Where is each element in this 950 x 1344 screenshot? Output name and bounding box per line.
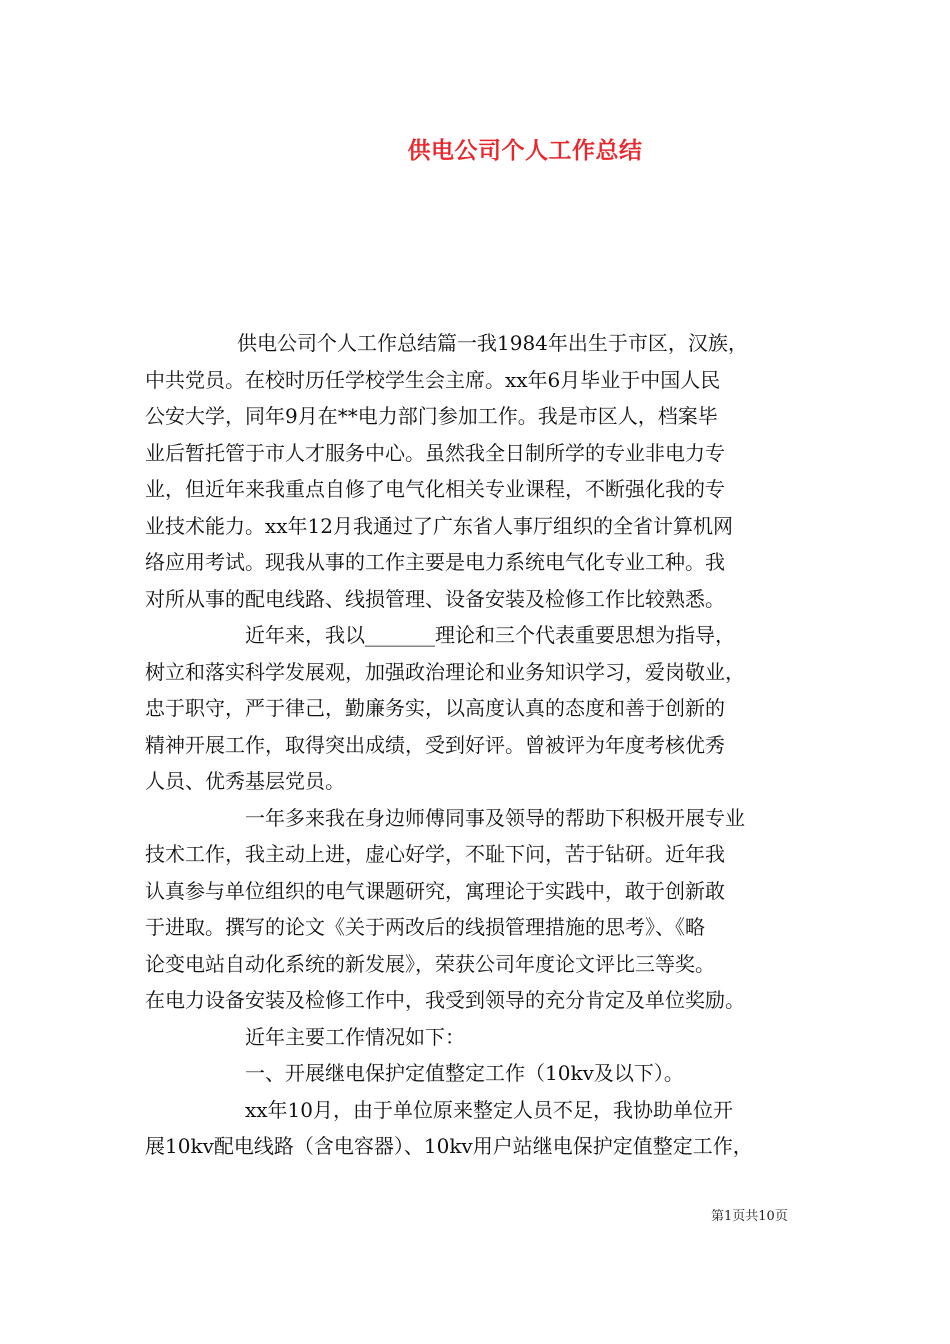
body-line: 中共党员。在校时历任学校学生会主席。xx年6月毕业于中国人民	[145, 367, 721, 392]
body-line: 业后暂托管于市人才服务中心。虽然我全日制所学的专业非电力专	[145, 440, 725, 465]
body-line: 展10kv配电线路（含电容器）、10kv用户站继电保护定值整定工作，	[145, 1134, 753, 1158]
body-line: 精神开展工作，取得突出成绩，受到好评。曾被评为年度考核优秀	[145, 732, 725, 757]
page-number-footer: 第1页共10页	[711, 1209, 788, 1224]
body-line: 业技术能力。xx年12月我通过了广东省人事厅组织的全省计算机网	[145, 513, 734, 538]
body-line: 人员、优秀基层党员。	[145, 769, 345, 793]
body-line: xx年10月，由于单位原来整定人员不足，我协助单位开	[245, 1097, 734, 1122]
body-line: 供电公司个人工作总结篇一我1984年出生于市区，汉族，	[237, 331, 748, 355]
body-line: 络应用考试。现我从事的工作主要是电力系统电气化专业工种。我	[145, 550, 725, 574]
body-line: 于进取。撰写的论文《关于两改后的线损管理措施的思考》、《略	[145, 915, 705, 939]
page-title: 供电公司个人工作总结	[407, 137, 643, 164]
body-line: 公安大学，同年9月在**电力部门参加工作。我是市区人，档案毕	[145, 404, 718, 428]
body-line: 论变电站自动化系统的新发展》，荣获公司年度论文评比三等奖。	[145, 951, 715, 976]
body-line: 树立和落实科学发展观，加强政治理论和业务知识学习，爱岗敬业，	[145, 659, 745, 684]
body-line: 近年主要工作情况如下：	[245, 1024, 465, 1049]
body-line: 一、开展继电保护定值整定工作（10kv及以下）。	[245, 1061, 684, 1085]
body-line: 在电力设备安装及检修工作中，我受到领导的充分肯定及单位奖励。	[145, 988, 745, 1012]
body-line: 近年来，我以_______理论和三个代表重要思想为指导，	[245, 623, 735, 647]
body-line: 认真参与单位组织的电气课题研究，寓理论于实践中，敢于创新敢	[145, 878, 725, 903]
body-line: 一年多来我在身边师傅同事及领导的帮助下积极开展专业	[245, 805, 745, 830]
document-body	[145, 325, 825, 1165]
body-line: 对所从事的配电线路、线损管理、设备安装及检修工作比较熟悉。	[145, 586, 725, 611]
body-line: 忠于职守，严于律己，勤廉务实，以高度认真的态度和善于创新的	[145, 696, 725, 720]
body-line: 技术工作，我主动上进，虚心好学，不耻下问，苦于钻研。近年我	[145, 842, 725, 866]
body-line: 业，但近年来我重点自修了电气化相关专业课程，不断强化我的专	[145, 477, 725, 501]
